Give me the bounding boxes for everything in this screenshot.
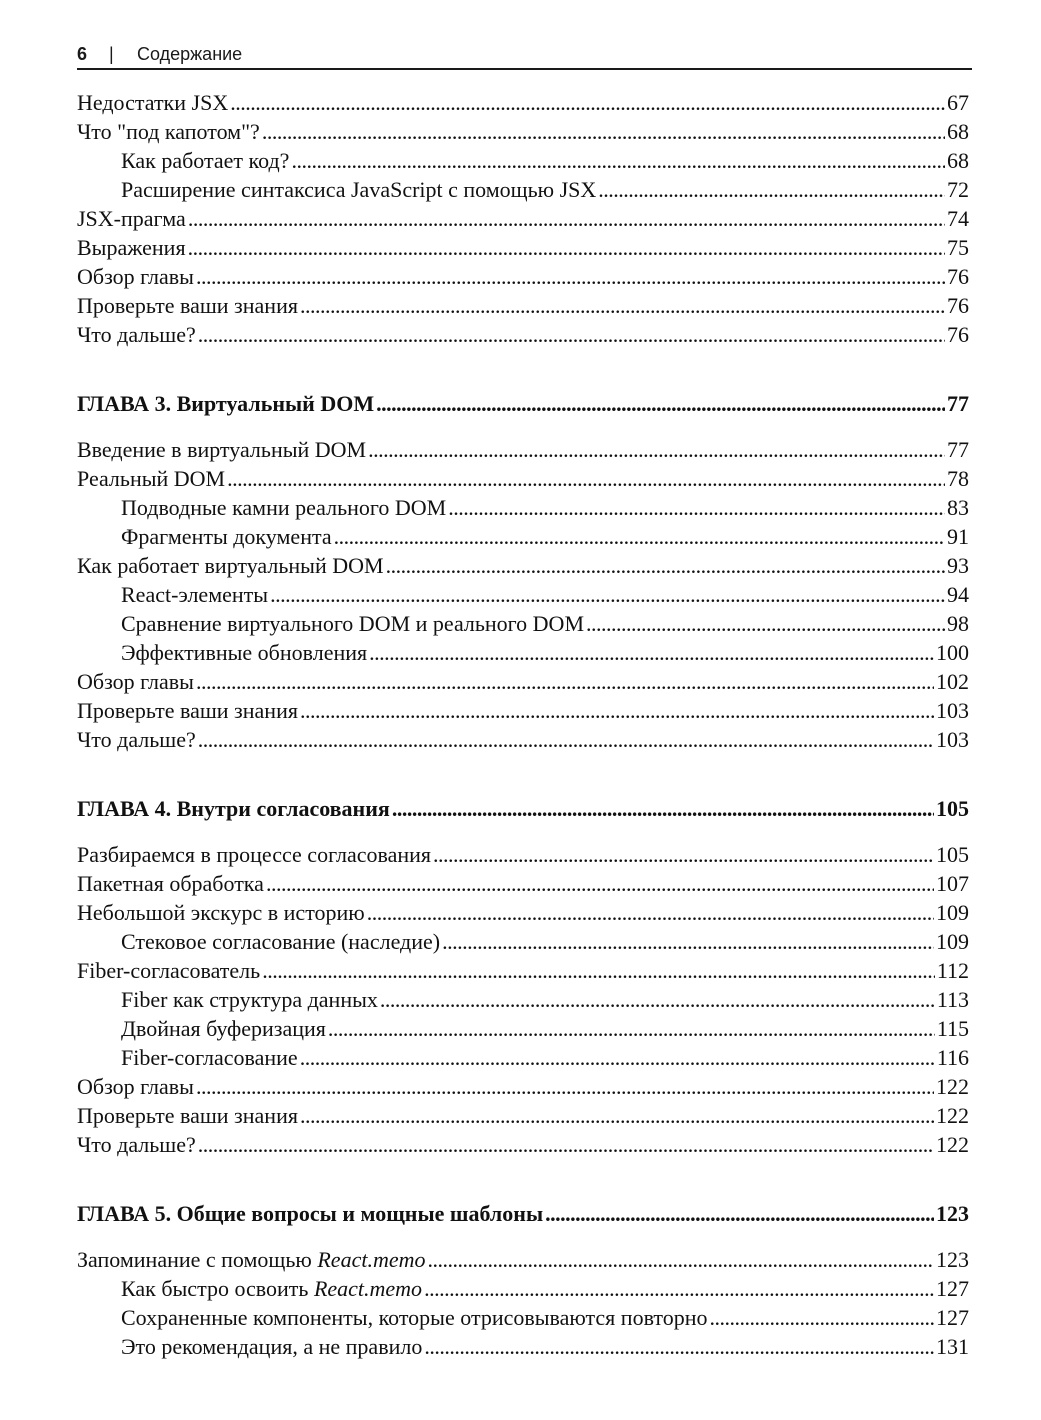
entry-page-number: 127 xyxy=(936,1305,969,1330)
entry-title: Сравнение виртуального DOM и реального DOM xyxy=(121,611,584,636)
entry-page-number: 94 xyxy=(947,582,969,607)
dot-leader xyxy=(300,293,945,319)
entry-title: Fiber-согласователь xyxy=(77,958,261,983)
dot-leader xyxy=(369,640,934,666)
dot-leader xyxy=(380,987,935,1013)
dot-leader xyxy=(196,1074,934,1100)
toc-subentry xyxy=(77,177,969,206)
entry-title: Подводные камни реального DOM xyxy=(121,495,447,520)
entry-page-number: 72 xyxy=(947,177,969,202)
entry-page-number: 131 xyxy=(936,1334,969,1359)
entry-title: Как работает виртуальный DOM xyxy=(77,553,384,578)
toc-entry xyxy=(77,1132,969,1161)
toc-entry xyxy=(77,119,969,148)
chapter-heading xyxy=(77,391,969,420)
entry-page-number: 107 xyxy=(936,871,969,896)
entry-title: Недостатки JSX xyxy=(77,90,229,115)
entry-title: Реальный DOM xyxy=(77,466,226,491)
entry-page-number: 67 xyxy=(947,90,969,115)
entry-title: Обзор главы xyxy=(77,264,194,289)
dot-leader xyxy=(300,1045,935,1071)
dot-leader xyxy=(188,235,945,261)
dot-leader xyxy=(586,611,945,637)
dot-leader xyxy=(328,1016,935,1042)
toc-entry xyxy=(77,1103,969,1132)
entry-title: Эффективные обновления xyxy=(121,640,368,665)
toc-entry xyxy=(77,293,969,322)
entry-title: Проверьте ваши знания xyxy=(77,698,298,723)
chapter-title: ГЛАВА 5. Общие вопросы и мощные шаблоны xyxy=(77,1201,544,1226)
entry-page-number: 76 xyxy=(947,293,969,318)
toc-entry xyxy=(77,1074,969,1103)
entry-page-number: 109 xyxy=(936,929,969,954)
toc-entry xyxy=(77,206,969,235)
dot-leader xyxy=(710,1305,934,1331)
entry-page-number: 112 xyxy=(936,958,969,983)
toc-subentry xyxy=(77,582,969,611)
entry-page-number: 113 xyxy=(936,987,969,1012)
dot-leader xyxy=(300,1103,934,1129)
table-of-contents xyxy=(77,90,969,1363)
entry-page-number: 74 xyxy=(947,206,969,231)
entry-title: Что дальше? xyxy=(77,322,196,347)
dot-leader xyxy=(196,264,945,290)
entry-title: Fiber как структура данных xyxy=(121,987,378,1012)
dot-leader xyxy=(442,929,934,955)
entry-page-number: 76 xyxy=(947,322,969,347)
entry-title-emphasis: React.memo xyxy=(313,1276,423,1301)
toc-subentry xyxy=(77,1016,969,1045)
header-separator: | xyxy=(109,44,114,64)
entry-title: Проверьте ваши знания xyxy=(77,1103,298,1128)
toc-entry xyxy=(77,727,969,756)
page-number: 6 xyxy=(77,44,88,64)
entry-title: Что "под капотом"? xyxy=(77,119,260,144)
chapter-heading xyxy=(77,1201,969,1230)
entry-title: JSX-прагма xyxy=(77,206,186,231)
dot-leader xyxy=(291,148,945,174)
toc-subentry xyxy=(77,1334,969,1363)
entry-title: Обзор главы xyxy=(77,669,194,694)
entry-page-number: 83 xyxy=(947,495,969,520)
entry-page-number: 122 xyxy=(936,1074,969,1099)
entry-title: Введение в виртуальный DOM xyxy=(77,437,367,462)
chapter-title: ГЛАВА 4. Внутри согласования xyxy=(77,796,390,821)
dot-leader xyxy=(198,727,934,753)
toc-entry xyxy=(77,235,969,264)
dot-leader xyxy=(196,669,934,695)
entry-page-number: 68 xyxy=(947,148,969,173)
dot-leader xyxy=(270,582,945,608)
entry-page-number: 100 xyxy=(936,640,969,665)
entry-page-number: 123 xyxy=(936,1247,969,1272)
dot-leader xyxy=(598,177,945,203)
dot-leader xyxy=(376,391,945,417)
chapter-page-number: 105 xyxy=(936,796,969,821)
toc-entry xyxy=(77,466,969,495)
entry-page-number: 103 xyxy=(936,698,969,723)
dot-leader xyxy=(334,524,945,550)
entry-title: Проверьте ваши знания xyxy=(77,293,298,318)
entry-page-number: 105 xyxy=(936,842,969,867)
entry-title: Расширение синтаксиса JavaScript с помощью JSX xyxy=(121,177,597,202)
dot-leader xyxy=(368,437,945,463)
dot-leader xyxy=(424,1276,934,1302)
toc-entry xyxy=(77,871,969,900)
entry-page-number: 77 xyxy=(947,437,969,462)
entry-page-number: 116 xyxy=(936,1045,969,1070)
entry-page-number: 127 xyxy=(936,1276,969,1301)
entry-title: Сохраненные компоненты, которые отрисовываются повторно xyxy=(121,1305,708,1330)
entry-title: React-элементы xyxy=(121,582,269,607)
entry-page-number: 98 xyxy=(947,611,969,636)
entry-page-number: 76 xyxy=(947,264,969,289)
dot-leader xyxy=(227,466,945,492)
dot-leader xyxy=(392,796,934,822)
toc-entry xyxy=(77,958,969,987)
entry-title: Запоминание с помощью React.memo xyxy=(77,1247,426,1272)
entry-page-number: 122 xyxy=(936,1103,969,1128)
toc-subentry xyxy=(77,1305,969,1334)
dot-leader xyxy=(433,842,934,868)
dot-leader xyxy=(266,871,934,897)
dot-leader xyxy=(188,206,945,232)
chapter-page-number: 123 xyxy=(936,1201,969,1226)
toc-subentry xyxy=(77,1045,969,1074)
toc-entry xyxy=(77,669,969,698)
entry-page-number: 103 xyxy=(936,727,969,752)
running-header xyxy=(77,40,972,70)
entry-title: Разбираемся в процессе согласования xyxy=(77,842,432,867)
toc-subentry xyxy=(77,524,969,553)
entry-title: Что дальше? xyxy=(77,1132,196,1157)
toc-entry xyxy=(77,842,969,871)
entry-title-emphasis: React.memo xyxy=(317,1247,426,1272)
toc-entry xyxy=(77,553,969,582)
entry-page-number: 102 xyxy=(936,669,969,694)
toc-entry xyxy=(77,1247,969,1276)
dot-leader xyxy=(386,553,945,579)
entry-page-number: 109 xyxy=(936,900,969,925)
toc-entry xyxy=(77,322,969,351)
toc-subentry xyxy=(77,495,969,524)
dot-leader xyxy=(427,1247,934,1273)
toc-subentry xyxy=(77,640,969,669)
chapter-title: ГЛАВА 3. Виртуальный DOM xyxy=(77,391,375,416)
dot-leader xyxy=(262,958,935,984)
chapter-heading xyxy=(77,796,969,825)
entry-title: Как быстро освоить React.memo xyxy=(121,1276,423,1301)
entry-page-number: 93 xyxy=(947,553,969,578)
entry-page-number: 91 xyxy=(947,524,969,549)
toc-subentry xyxy=(77,611,969,640)
dot-leader xyxy=(230,90,945,116)
entry-title: Небольшой экскурс в историю xyxy=(77,900,365,925)
entry-page-number: 115 xyxy=(936,1016,969,1041)
entry-title: Пакетная обработка xyxy=(77,871,264,896)
entry-title: Фрагменты документа xyxy=(121,524,332,549)
toc-entry xyxy=(77,264,969,293)
toc-subentry xyxy=(77,148,969,177)
entry-title: Как работает код? xyxy=(121,148,290,173)
dot-leader xyxy=(545,1201,934,1227)
entry-title: Стековое согласование (наследие) xyxy=(121,929,441,954)
toc-entry xyxy=(77,437,969,466)
toc-subentry xyxy=(77,929,969,958)
entry-page-number: 68 xyxy=(947,119,969,144)
entry-title: Что дальше? xyxy=(77,727,196,752)
entry-page-number: 122 xyxy=(936,1132,969,1157)
toc-entry xyxy=(77,900,969,929)
header-title: Содержание xyxy=(137,44,243,64)
entry-title: Это рекомендация, а не правило xyxy=(121,1334,423,1359)
toc-entry xyxy=(77,90,969,119)
dot-leader xyxy=(262,119,945,145)
dot-leader xyxy=(198,322,945,348)
dot-leader xyxy=(367,900,934,926)
entry-title: Двойная буферизация xyxy=(121,1016,326,1041)
entry-page-number: 75 xyxy=(947,235,969,260)
chapter-page-number: 77 xyxy=(947,391,969,416)
entry-page-number: 78 xyxy=(947,466,969,491)
toc-subentry xyxy=(77,987,969,1016)
dot-leader xyxy=(424,1334,934,1360)
toc-entry xyxy=(77,698,969,727)
dot-leader xyxy=(300,698,934,724)
entry-title: Обзор главы xyxy=(77,1074,194,1099)
entry-title: Выражения xyxy=(77,235,186,260)
toc-subentry xyxy=(77,1276,969,1305)
dot-leader xyxy=(198,1132,934,1158)
dot-leader xyxy=(448,495,945,521)
entry-title: Fiber-согласование xyxy=(121,1045,298,1070)
